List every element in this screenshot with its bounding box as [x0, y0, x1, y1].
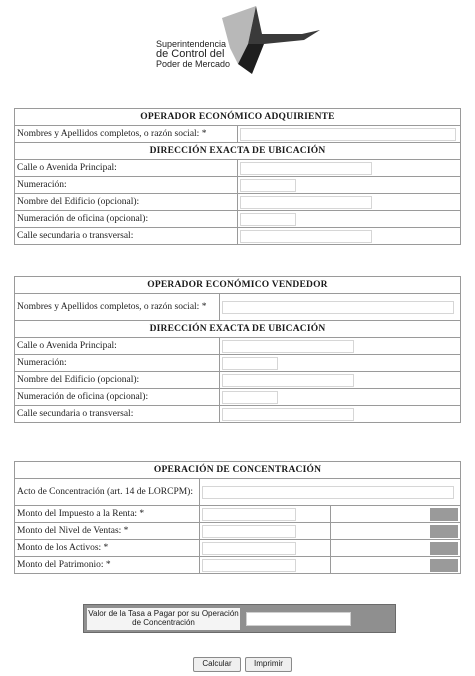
activos-result-cell: [331, 540, 461, 557]
vendedor-street-cell: [220, 338, 461, 355]
patrimonio-result: [430, 559, 458, 572]
imprimir-button[interactable]: Imprimir: [245, 657, 292, 672]
activos-input[interactable]: [202, 542, 296, 555]
vendedor-building-label: Nombre del Edificio (opcional):: [15, 372, 220, 389]
adquiriente-name-cell: [238, 126, 461, 143]
logo-text: [156, 40, 230, 69]
adquiriente-office-label: Numeración de oficina (opcional):: [15, 211, 238, 228]
adquiriente-name-input[interactable]: [240, 128, 456, 141]
adquiriente-address-title: DIRECCIÓN EXACTA DE UBICACIÓN: [15, 143, 461, 160]
vendedor-office-label: Numeración de oficina (opcional):: [15, 389, 220, 406]
adquiriente-secondary-input[interactable]: [240, 230, 372, 243]
activos-input-cell: [200, 540, 331, 557]
vendedor-name-label: Nombres y Apellidos completos, o razón social: *: [15, 294, 220, 321]
vendedor-office-input[interactable]: [222, 391, 278, 404]
adquiriente-number-input[interactable]: [240, 179, 296, 192]
adquiriente-building-label: Nombre del Edificio (opcional):: [15, 194, 238, 211]
vendedor-number-label: Numeración:: [15, 355, 220, 372]
acto-label: Acto de Concentración (art. 14 de LORCPM):: [15, 479, 200, 506]
adquiriente-table: [14, 108, 461, 245]
adquiriente-street-cell: [238, 160, 461, 177]
adquiriente-title: OPERADOR ECONÓMICO ADQUIRIENTE: [15, 109, 461, 126]
activos-result: [430, 542, 458, 555]
patrimonio-input-cell: [200, 557, 331, 574]
vendedor-building-cell: [220, 372, 461, 389]
vendedor-name-cell: [220, 294, 461, 321]
concentracion-title: OPERACIÓN DE CONCENTRACIÓN: [15, 462, 461, 479]
vendedor-title: OPERADOR ECONÓMICO VENDEDOR: [15, 277, 461, 294]
renta-input[interactable]: [202, 508, 296, 521]
vendedor-address-title: DIRECCIÓN EXACTA DE UBICACIÓN: [15, 321, 461, 338]
adquiriente-number-label: Numeración:: [15, 177, 238, 194]
vendedor-street-label: Calle o Avenida Principal:: [15, 338, 220, 355]
ventas-input[interactable]: [202, 525, 296, 538]
vendedor-number-input[interactable]: [222, 357, 278, 370]
vendedor-secondary-cell: [220, 406, 461, 423]
logo-line-2: de Control del: [156, 48, 225, 60]
renta-result: [430, 508, 458, 521]
renta-input-cell: [200, 506, 331, 523]
adquiriente-office-cell: [238, 211, 461, 228]
adquiriente-secondary-cell: [238, 228, 461, 245]
patrimonio-label: Monto del Patrimonio: *: [15, 557, 200, 574]
tasa-value-field[interactable]: [246, 612, 351, 626]
logo: [152, 4, 327, 80]
adquiriente-secondary-label: Calle secundaria o transversal:: [15, 228, 238, 245]
adquiriente-number-cell: [238, 177, 461, 194]
vendedor-office-cell: [220, 389, 461, 406]
vendedor-name-input[interactable]: [222, 301, 454, 314]
acto-select[interactable]: [202, 486, 454, 499]
vendedor-building-input[interactable]: [222, 374, 354, 387]
ventas-input-cell: [200, 523, 331, 540]
activos-label: Monto de los Activos: *: [15, 540, 200, 557]
adquiriente-street-label: Calle o Avenida Principal:: [15, 160, 238, 177]
ventas-result: [430, 525, 458, 538]
patrimonio-input[interactable]: [202, 559, 296, 572]
vendedor-street-input[interactable]: [222, 340, 354, 353]
tasa-label: Valor de la Tasa a Pagar por su Operación de Concentración: [87, 608, 240, 630]
patrimonio-result-cell: [331, 557, 461, 574]
adquiriente-building-cell: [238, 194, 461, 211]
vendedor-secondary-label: Calle secundaria o transversal:: [15, 406, 220, 423]
tasa-box: [83, 604, 396, 633]
adquiriente-name-label: Nombres y Apellidos completos, o razón social: *: [15, 126, 238, 143]
calcular-button[interactable]: Calcular: [193, 657, 241, 672]
adquiriente-office-input[interactable]: [240, 213, 296, 226]
ventas-label: Monto del Nivel de Ventas: *: [15, 523, 200, 540]
ventas-result-cell: [331, 523, 461, 540]
adquiriente-street-input[interactable]: [240, 162, 372, 175]
vendedor-number-cell: [220, 355, 461, 372]
renta-label: Monto del Impuesto a la Renta: *: [15, 506, 200, 523]
logo-line-3: Poder de Mercado: [156, 59, 231, 69]
vendedor-secondary-input[interactable]: [222, 408, 354, 421]
renta-result-cell: [331, 506, 461, 523]
logo-line-1: Superintendencia: [156, 39, 227, 49]
adquiriente-building-input[interactable]: [240, 196, 372, 209]
vendedor-table: [14, 276, 461, 423]
concentracion-table: [14, 461, 461, 574]
acto-cell: [200, 479, 461, 506]
